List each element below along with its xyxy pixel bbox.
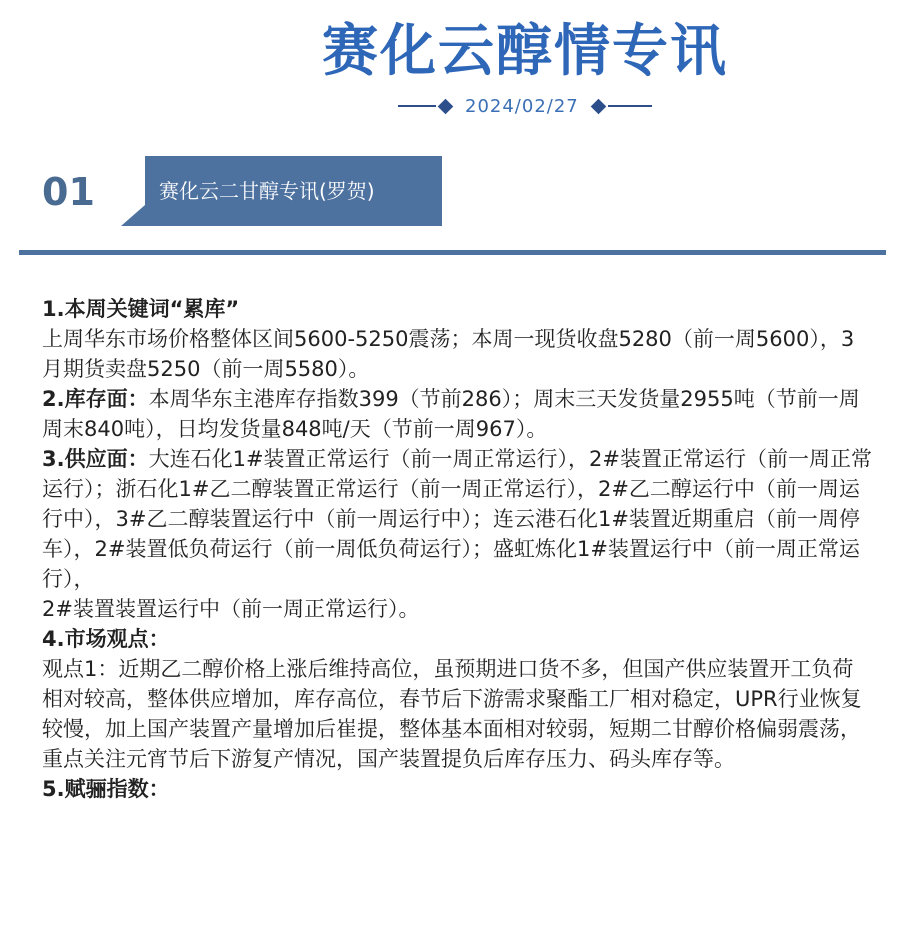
paragraph-market-view: 观点1：近期乙二醇价格上涨后维持高位，虽预期进口货不多，但国产供应装置开工负荷相对较高，整体供应增加，库存高位，春节后下游需求聚酯工厂相对稳定，UPR行业恢复较慢，加上国产装置产量增加后崔提，整体基本面相对较弱，短期二甘醇价格偏弱震荡，重点关注元宵节后下游复产情况，国产装置提负后库存压力、码头库存等。 xyxy=(42,657,862,771)
paragraph-price: 上周华东市场价格整体区间5600-5250震荡；本周一现货收盘5280（前一周5600），3月期货卖盘5250（前一周5580）。 xyxy=(42,327,855,381)
diamond-icon xyxy=(438,98,454,114)
publish-date: 2024/02/27 xyxy=(465,95,579,117)
page-title: 赛化云醇情专讯 xyxy=(322,19,728,84)
paragraph-supply-cont: 2#装置装置运行中（前一周正常运行）。 xyxy=(42,597,420,621)
section-divider xyxy=(19,250,886,255)
heading-market-view: 4.市场观点： xyxy=(42,627,170,651)
heading-supply: 3.供应面： xyxy=(42,447,149,471)
inventory-text: 本周华东主港库存指数399（节前286）；周末三天发货量2955吨（节前一周周末840吨），日均发货量848吨/天（节前一周967）。 xyxy=(42,387,860,441)
diamond-icon xyxy=(590,98,606,114)
section-tab-corner xyxy=(121,205,145,226)
section-title: 赛化云二甘醇专讯(罗贺) xyxy=(145,156,442,226)
paragraph-supply xyxy=(42,444,872,594)
divider-line-right xyxy=(608,105,652,107)
heading-index: 5.赋骊指数： xyxy=(42,777,170,801)
section-number: 01 xyxy=(42,170,95,214)
paragraph-inventory xyxy=(42,384,872,444)
supply-text: 大连石化1#装置正常运行（前一周正常运行），2#装置正常运行（前一周正常运行）；浙石化1#乙二醇装置正常运行（前一周正常运行），2#乙二醇运行中（前一周运行中），3#乙二醇装置运行中（前一周运行中）；连云港石化1#装置近期重启（前一周停车），2#装置低负荷运行（前一周低负荷运行）；盛虹炼化1#装置运行中（前一周正常运行）， xyxy=(42,447,873,591)
divider-line-left xyxy=(398,105,436,107)
heading-keyword: 1.本周关键词“累库” xyxy=(42,297,240,321)
heading-inventory: 2.库存面： xyxy=(42,387,149,411)
date-banner xyxy=(398,92,652,120)
article-body xyxy=(42,294,872,804)
